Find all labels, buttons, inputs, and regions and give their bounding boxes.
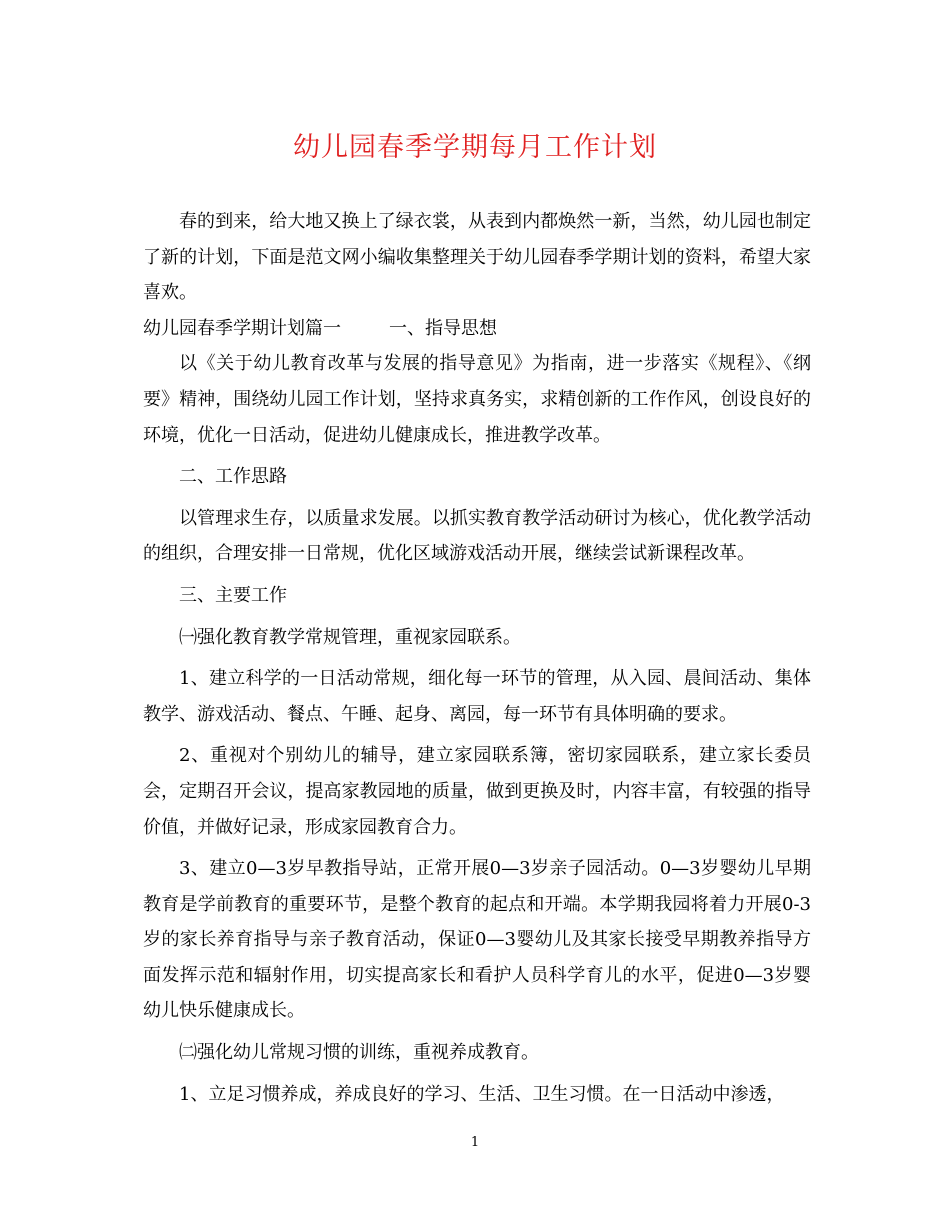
- section-heading-right: 一、指导思想: [389, 317, 497, 339]
- subheading-teaching-management: ㈠强化教育教学常规管理，重视家园联系。: [179, 626, 521, 648]
- work-approach-paragraph: 以管理求生存，以质量求发展。以抓实教育教学活动研讨为核心，优化教学活动的组织，合理安排一日常规，优化区域游戏活动开展，继续尝试新课程改革。: [143, 507, 811, 565]
- item-individual-guidance: 2、重视对个别幼儿的辅导，建立家园联系簿，密切家园联系，建立家长委员会，定期召开会议，提高家教园地的质量，做到更换及时，内容丰富，有较强的指导价值，并做好记录，形成家园教育合力。: [143, 745, 811, 838]
- heading-work-approach: 二、工作思路: [179, 466, 287, 488]
- guiding-thought-paragraph: 以《关于幼儿教育改革与发展的指导意见》为指南，进一步落实《规程》、《纲要》精神，围绕幼儿园工作计划，坚持求真务实，求精创新的工作作风，创设良好的环境，优化一日活动，促进幼儿健康成长，推进教学改革。: [143, 353, 811, 446]
- intro-paragraph: 春的到来，给大地又换上了绿衣裳，从表到内都焕然一新，当然，幼儿园也制定了新的计划，下面是范文网小编收集整理关于幼儿园春季学期计划的资料，希望大家喜欢。: [143, 211, 811, 304]
- document-title: 幼儿园春季学期每月工作计划: [293, 132, 657, 163]
- heading-main-work: 三、主要工作: [179, 584, 287, 606]
- document-body: [143, 204, 811, 1112]
- item-early-education: 3、建立0—3岁早教指导站，正常开展0—3岁亲子园活动。0—3岁婴幼儿早期教育是学前教育的重要环节，是整个教育的起点和开端。本学期我园将着力开展0-3岁的家长养育指导与亲子教育活动，保证0—3婴幼儿及其家长接受早期教养指导方面发挥示范和辐射作用，切实提高家长和看护人员科学育儿的水平，促进0—3岁婴幼儿快乐健康成长。: [143, 858, 811, 1022]
- page-number: 1: [470, 1135, 480, 1150]
- section-heading-line: [143, 311, 811, 347]
- subheading-habit-training: ㈡强化幼儿常规习惯的训练，重视养成教育。: [179, 1042, 539, 1064]
- item-daily-routine: 1、建立科学的一日活动常规，细化每一环节的管理，从入园、晨间活动、集体教学、游戏活动、餐点、午睡、起身、离园，每一环节有具体明确的要求。: [143, 668, 811, 725]
- item-habit-formation: 1、立足习惯养成，养成良好的学习、生活、卫生习惯。在一日活动中渗透，: [179, 1083, 785, 1105]
- section-heading-left: 幼儿园春季学期计划篇一: [143, 317, 341, 339]
